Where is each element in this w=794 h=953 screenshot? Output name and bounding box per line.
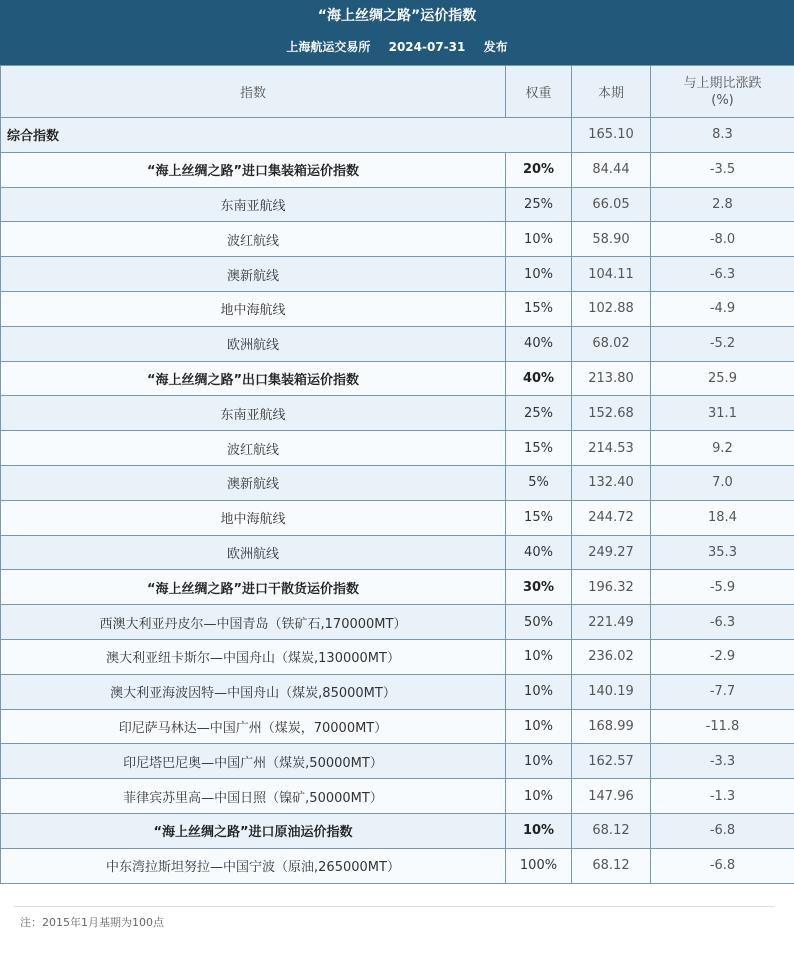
column-header-weight: 权重	[506, 66, 572, 118]
change-cell: 18.4	[651, 500, 794, 535]
index-name: 波红航线	[1, 222, 506, 257]
weight-cell: 40%	[506, 361, 572, 396]
change-cell: -11.8	[651, 709, 794, 744]
weight-cell: 40%	[506, 535, 572, 570]
publish-info	[0, 38, 794, 55]
weight-cell: 40%	[506, 326, 572, 361]
composite-row	[1, 118, 794, 153]
table-row	[1, 222, 794, 257]
index-name: “海上丝绸之路”进口原油运价指数	[1, 813, 506, 848]
table-row	[1, 187, 794, 222]
index-name: 澳新航线	[1, 257, 506, 292]
current-cell: 221.49	[572, 605, 651, 640]
weight-cell: 10%	[506, 779, 572, 814]
index-name: 澳新航线	[1, 465, 506, 500]
weight-cell: 25%	[506, 187, 572, 222]
change-cell: 35.3	[651, 535, 794, 570]
table-row	[1, 291, 794, 326]
table-row	[1, 326, 794, 361]
publish-label: 发布	[483, 40, 508, 54]
table-row	[1, 709, 794, 744]
current-cell: 147.96	[572, 779, 651, 814]
index-name: 印尼萨马林达—中国广州（煤炭，70000MT）	[1, 709, 506, 744]
current-cell: 162.57	[572, 744, 651, 779]
change-cell: -7.7	[651, 674, 794, 709]
table-row	[1, 848, 794, 883]
change-cell: -2.9	[651, 639, 794, 674]
current-cell: 213.80	[572, 361, 651, 396]
change-cell: -3.3	[651, 744, 794, 779]
column-header-change: 与上期比涨跌 (%)	[651, 66, 794, 118]
change-cell: -6.3	[651, 605, 794, 640]
footnote: 注：2015年1月基期为100点	[20, 916, 164, 929]
change-cell: 25.9	[651, 361, 794, 396]
index-name: 西澳大利亚丹皮尔—中国青岛（铁矿石,170000MT）	[1, 605, 506, 640]
weight-cell: 30%	[506, 570, 572, 605]
weight-cell: 50%	[506, 605, 572, 640]
weight-cell: 10%	[506, 674, 572, 709]
weight-cell: 10%	[506, 222, 572, 257]
change-cell: -6.8	[651, 813, 794, 848]
table-header-banner	[0, 0, 794, 65]
divider	[14, 906, 774, 907]
current-cell: 168.99	[572, 709, 651, 744]
current-cell: 68.12	[572, 813, 651, 848]
weight-cell: 10%	[506, 709, 572, 744]
change-cell: 2.8	[651, 187, 794, 222]
composite-change: 8.3	[651, 118, 794, 153]
current-cell: 84.44	[572, 152, 651, 187]
table-row	[1, 465, 794, 500]
current-cell: 132.40	[572, 465, 651, 500]
weight-cell: 15%	[506, 291, 572, 326]
current-cell: 104.11	[572, 257, 651, 292]
current-cell: 152.68	[572, 396, 651, 431]
index-name: 地中海航线	[1, 500, 506, 535]
current-cell: 196.32	[572, 570, 651, 605]
weight-cell: 10%	[506, 744, 572, 779]
index-name: 东南亚航线	[1, 396, 506, 431]
current-cell: 68.12	[572, 848, 651, 883]
group-row	[1, 152, 794, 187]
column-header-current: 本期	[572, 66, 651, 118]
change-cell: -5.9	[651, 570, 794, 605]
table-row	[1, 605, 794, 640]
weight-cell: 15%	[506, 431, 572, 466]
index-name: 地中海航线	[1, 291, 506, 326]
weight-cell: 20%	[506, 152, 572, 187]
change-cell: 7.0	[651, 465, 794, 500]
index-name: 菲律宾苏里高—中国日照（镍矿,50000MT）	[1, 779, 506, 814]
weight-cell: 5%	[506, 465, 572, 500]
table-row	[1, 779, 794, 814]
freight-index-table	[0, 65, 794, 884]
current-cell: 214.53	[572, 431, 651, 466]
current-cell: 140.19	[572, 674, 651, 709]
weight-cell: 25%	[506, 396, 572, 431]
table-row	[1, 674, 794, 709]
table-row	[1, 639, 794, 674]
weight-cell: 15%	[506, 500, 572, 535]
weight-cell: 10%	[506, 813, 572, 848]
current-cell: 58.90	[572, 222, 651, 257]
index-name: 澳大利亚纽卡斯尔—中国舟山（煤炭,130000MT）	[1, 639, 506, 674]
index-name: 中东湾拉斯坦努拉—中国宁波（原油,265000MT）	[1, 848, 506, 883]
weight-cell: 100%	[506, 848, 572, 883]
table-row	[1, 744, 794, 779]
change-cell: 9.2	[651, 431, 794, 466]
change-cell: -6.3	[651, 257, 794, 292]
current-cell: 66.05	[572, 187, 651, 222]
change-cell: -6.8	[651, 848, 794, 883]
page-title: “海上丝绸之路”运价指数	[317, 8, 477, 24]
index-name: “海上丝绸之路”出口集装箱运价指数	[1, 361, 506, 396]
change-cell: -3.5	[651, 152, 794, 187]
change-cell: 31.1	[651, 396, 794, 431]
group-row	[1, 813, 794, 848]
group-row	[1, 361, 794, 396]
index-name: 欧洲航线	[1, 535, 506, 570]
table-row	[1, 396, 794, 431]
current-cell: 236.02	[572, 639, 651, 674]
composite-name: 综合指数	[1, 118, 572, 153]
publish-date: 2024-07-31	[388, 40, 466, 54]
column-header-index: 指数	[1, 66, 506, 118]
index-name: 欧洲航线	[1, 326, 506, 361]
current-cell: 244.72	[572, 500, 651, 535]
current-cell: 102.88	[572, 291, 651, 326]
table-row	[1, 257, 794, 292]
weight-cell: 10%	[506, 639, 572, 674]
publisher: 上海航运交易所	[286, 40, 371, 54]
index-name: 波红航线	[1, 431, 506, 466]
composite-current: 165.10	[572, 118, 651, 153]
change-cell: -1.3	[651, 779, 794, 814]
weight-cell: 10%	[506, 257, 572, 292]
group-row	[1, 570, 794, 605]
table-row	[1, 535, 794, 570]
change-cell: -8.0	[651, 222, 794, 257]
index-name: 印尼塔巴尼奥—中国广州（煤炭,50000MT）	[1, 744, 506, 779]
index-name: “海上丝绸之路”进口干散货运价指数	[1, 570, 506, 605]
current-cell: 68.02	[572, 326, 651, 361]
table-row	[1, 500, 794, 535]
index-name: 澳大利亚海波因特—中国舟山（煤炭,85000MT）	[1, 674, 506, 709]
table-row	[1, 431, 794, 466]
index-name: 东南亚航线	[1, 187, 506, 222]
index-name: “海上丝绸之路”进口集装箱运价指数	[1, 152, 506, 187]
change-cell: -5.2	[651, 326, 794, 361]
table-header-row	[1, 66, 794, 118]
current-cell: 249.27	[572, 535, 651, 570]
change-cell: -4.9	[651, 291, 794, 326]
